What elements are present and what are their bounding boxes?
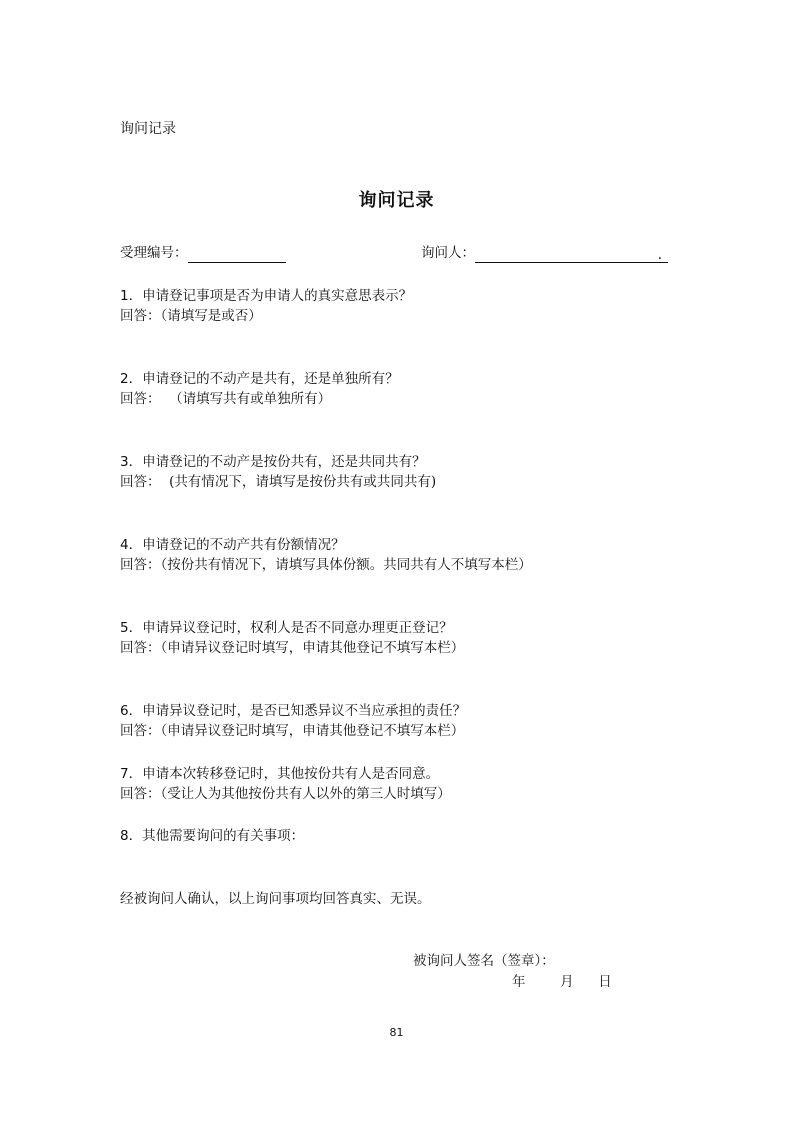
answer-hint: 回答： (共有情况下，请填写是按份共有或共同共有) [120,474,437,490]
inquirer-label: 询问人： [421,245,475,261]
answer-hint: 回答：（请填写是或否） [120,308,262,324]
page-title: 询问记录 [358,190,435,211]
answer-hint: 回答： （请填写共有或单独所有） [120,391,332,407]
question-3 [120,452,436,492]
inquirer-field[interactable] [475,247,668,263]
question-number: 5． [120,620,143,636]
acceptance-no-label: 受理编号： [120,245,188,261]
question-number: 1． [120,288,143,304]
inquirer-trailing-dot: . [657,247,662,263]
page-number: 81 [389,1026,404,1039]
acceptance-no-row [120,243,286,263]
question-7 [120,764,451,804]
question-1 [120,286,412,326]
question-text: 申请异议登记时，权利人是否不同意办理更正登记？ [142,620,453,636]
answer-hint: 回答：（受让人为其他按份共有人以外的第三人时填写） [120,786,451,802]
acceptance-no-field[interactable] [188,247,286,263]
answer-hint: 回答：（按份共有情况下，请填写具体份额。共同共有人不填写本栏） [120,557,532,573]
header-label: 询问记录 [120,121,176,137]
question-text: 申请异议登记时，是否已知悉异议不当应承担的责任？ [142,703,467,719]
question-number: 8． [120,828,143,844]
answer-hint: 回答：（申请异议登记时填写，申请其他登记不填写本栏） [120,723,465,739]
question-6 [120,701,466,741]
question-number: 6． [120,703,143,719]
question-text: 申请登记的不动产是按份共有，还是共同共有？ [142,454,426,470]
question-text: 其他需要询问的有关事项： [142,828,305,844]
question-2 [120,369,399,409]
answer-hint: 回答：（申请异议登记时填写，申请其他登记不填写本栏） [120,640,465,656]
question-5 [120,618,464,658]
question-text: 申请登记的不动产是共有，还是单独所有？ [142,371,399,387]
question-text: 申请登记的不动产共有份额情况？ [142,537,345,553]
question-text: 申请登记事项是否为申请人的真实意思表示？ [142,288,413,304]
question-number: 7． [120,766,143,782]
question-text: 申请本次转移登记时，其他按份共有人是否同意。 [142,766,440,782]
date-day: 日 [598,974,612,990]
confirmation-statement: 经被询问人确认，以上询问事项均回答真实、无误。 [120,891,431,907]
question-number: 4． [120,537,143,553]
question-8 [120,826,304,846]
question-4 [120,535,532,575]
date-month: 月 [560,974,574,990]
question-number: 2． [120,371,143,387]
inquirer-row [421,243,668,263]
date-year: 年 [512,974,526,990]
signature-label: 被询问人签名（签章）： [413,953,555,969]
signature-date [512,972,612,992]
question-number: 3． [120,454,143,470]
